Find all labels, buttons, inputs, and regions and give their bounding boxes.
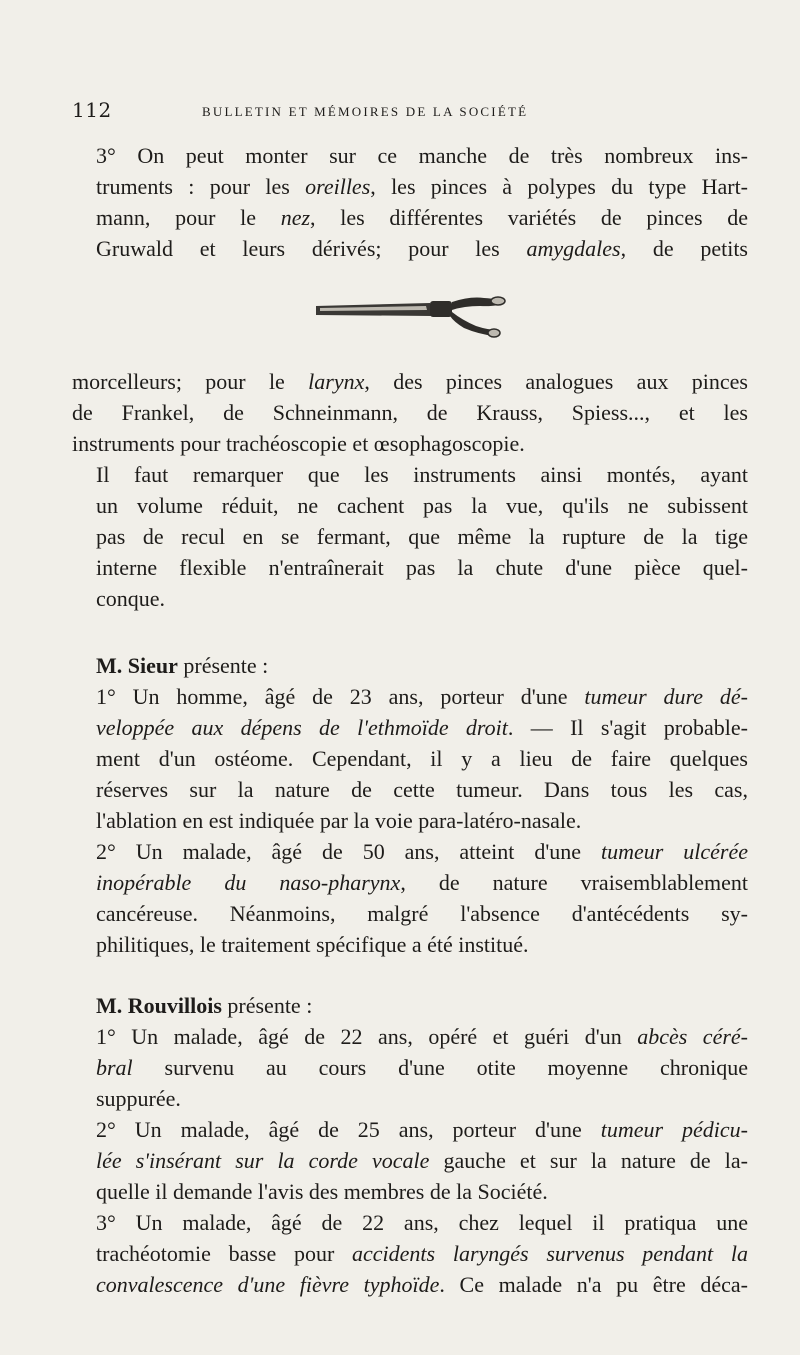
- text-line: Gruwald et leurs dérivés; pour les amygdales, de petits: [96, 236, 748, 261]
- text-line: réserves sur la nature de cette tumeur. Dans tous les cas,: [96, 777, 748, 802]
- text-line: mann, pour le nez, les différentes variétés de pinces de: [96, 205, 748, 230]
- text-line: ment d'un ostéome. Cependant, il y a lieu de faire quelques: [96, 746, 748, 771]
- text-line: 3° On peut monter sur ce manche de très nombreux ins-: [96, 143, 748, 168]
- page-header: [72, 98, 740, 124]
- text-line: veloppée aux dépens de l'ethmoïde droit. — Il s'agit probable-: [96, 715, 748, 740]
- rouvillois-item-2: [72, 1114, 748, 1207]
- paragraph-instruments-part2: [72, 366, 748, 614]
- text-line: un volume réduit, ne cachent pas la vue, qu'ils ne subissent: [96, 493, 748, 518]
- rouvillois-heading: M. Rouvillois présente :: [96, 993, 313, 1018]
- text-line: interne flexible n'entraînerait pas la chute d'une pièce quel-: [96, 555, 748, 580]
- presenter-name: M. Rouvillois: [96, 993, 222, 1018]
- rouvillois-item-1: [72, 1021, 748, 1114]
- section-rouvillois: [72, 990, 748, 1300]
- text-line: l'ablation en est indiquée par la voie para-latéro-nasale.: [96, 808, 582, 833]
- text-line: lée s'insérant sur la corde vocale gauche et sur la nature de la-: [96, 1148, 749, 1173]
- paragraph-remark: [72, 459, 748, 614]
- text-line: cancéreuse. Néanmoins, malgré l'absence d'antécédents sy-: [96, 901, 748, 926]
- text-line: 3° Un malade, âgé de 22 ans, chez lequel il pratiqua une: [96, 1210, 748, 1235]
- text-line: philitiques, le traitement spécifique a été institué.: [96, 932, 529, 957]
- text-line: suppurée.: [96, 1086, 181, 1111]
- sieur-heading: M. Sieur présente :: [96, 653, 269, 678]
- text-line: quelle il demande l'avis des membres de la Société.: [96, 1179, 548, 1204]
- text-line: pas de recul en se fermant, que même la rupture de la tige: [96, 524, 748, 549]
- text-line: Il faut remarquer que les instruments ainsi montés, ayant: [96, 462, 748, 487]
- text-line: morcelleurs; pour le larynx, des pinces analogues aux pinces: [72, 369, 748, 394]
- sieur-item-2: [72, 836, 748, 960]
- running-head: BULLETIN ET MÉMOIRES DE LA SOCIÉTÉ: [202, 104, 529, 119]
- text-line: inopérable du naso-pharynx, de nature vraisemblablement: [96, 870, 748, 895]
- sieur-item-1: [72, 681, 748, 836]
- text-line: trachéotomie basse pour accidents laryngés survenus pendant la: [96, 1241, 748, 1266]
- text-line: instruments pour trachéoscopie et œsophagoscopie.: [72, 431, 525, 456]
- forceps-instrument-illustration: [312, 288, 512, 344]
- text-line: 2° Un malade, âgé de 50 ans, atteint d'une tumeur ulcérée: [96, 839, 748, 864]
- text-line: 2° Un malade, âgé de 25 ans, porteur d'une tumeur pédicu-: [96, 1117, 748, 1142]
- paragraph-instruments-part1: [72, 140, 748, 264]
- section-sieur: [72, 650, 748, 960]
- page-number: 112: [72, 98, 112, 122]
- text-line: convalescence d'une fièvre typhoïde. Ce malade n'a pu être déca-: [96, 1272, 748, 1297]
- presenter-name: M. Sieur: [96, 653, 178, 678]
- forceps-icon: [316, 297, 505, 337]
- text-line: bral survenu au cours d'une otite moyenne chronique: [96, 1055, 748, 1080]
- text-line: 1° Un homme, âgé de 23 ans, porteur d'une tumeur dure dé-: [96, 684, 748, 709]
- text-line: de Frankel, de Schneinmann, de Krauss, Spiess..., et les: [72, 400, 748, 425]
- rouvillois-item-3: [72, 1207, 748, 1300]
- text-line: truments : pour les oreilles, les pinces à polypes du type Hart-: [96, 174, 749, 199]
- text-line: 1° Un malade, âgé de 22 ans, opéré et guéri d'un abcès céré-: [96, 1024, 748, 1049]
- text-line: conque.: [96, 586, 166, 611]
